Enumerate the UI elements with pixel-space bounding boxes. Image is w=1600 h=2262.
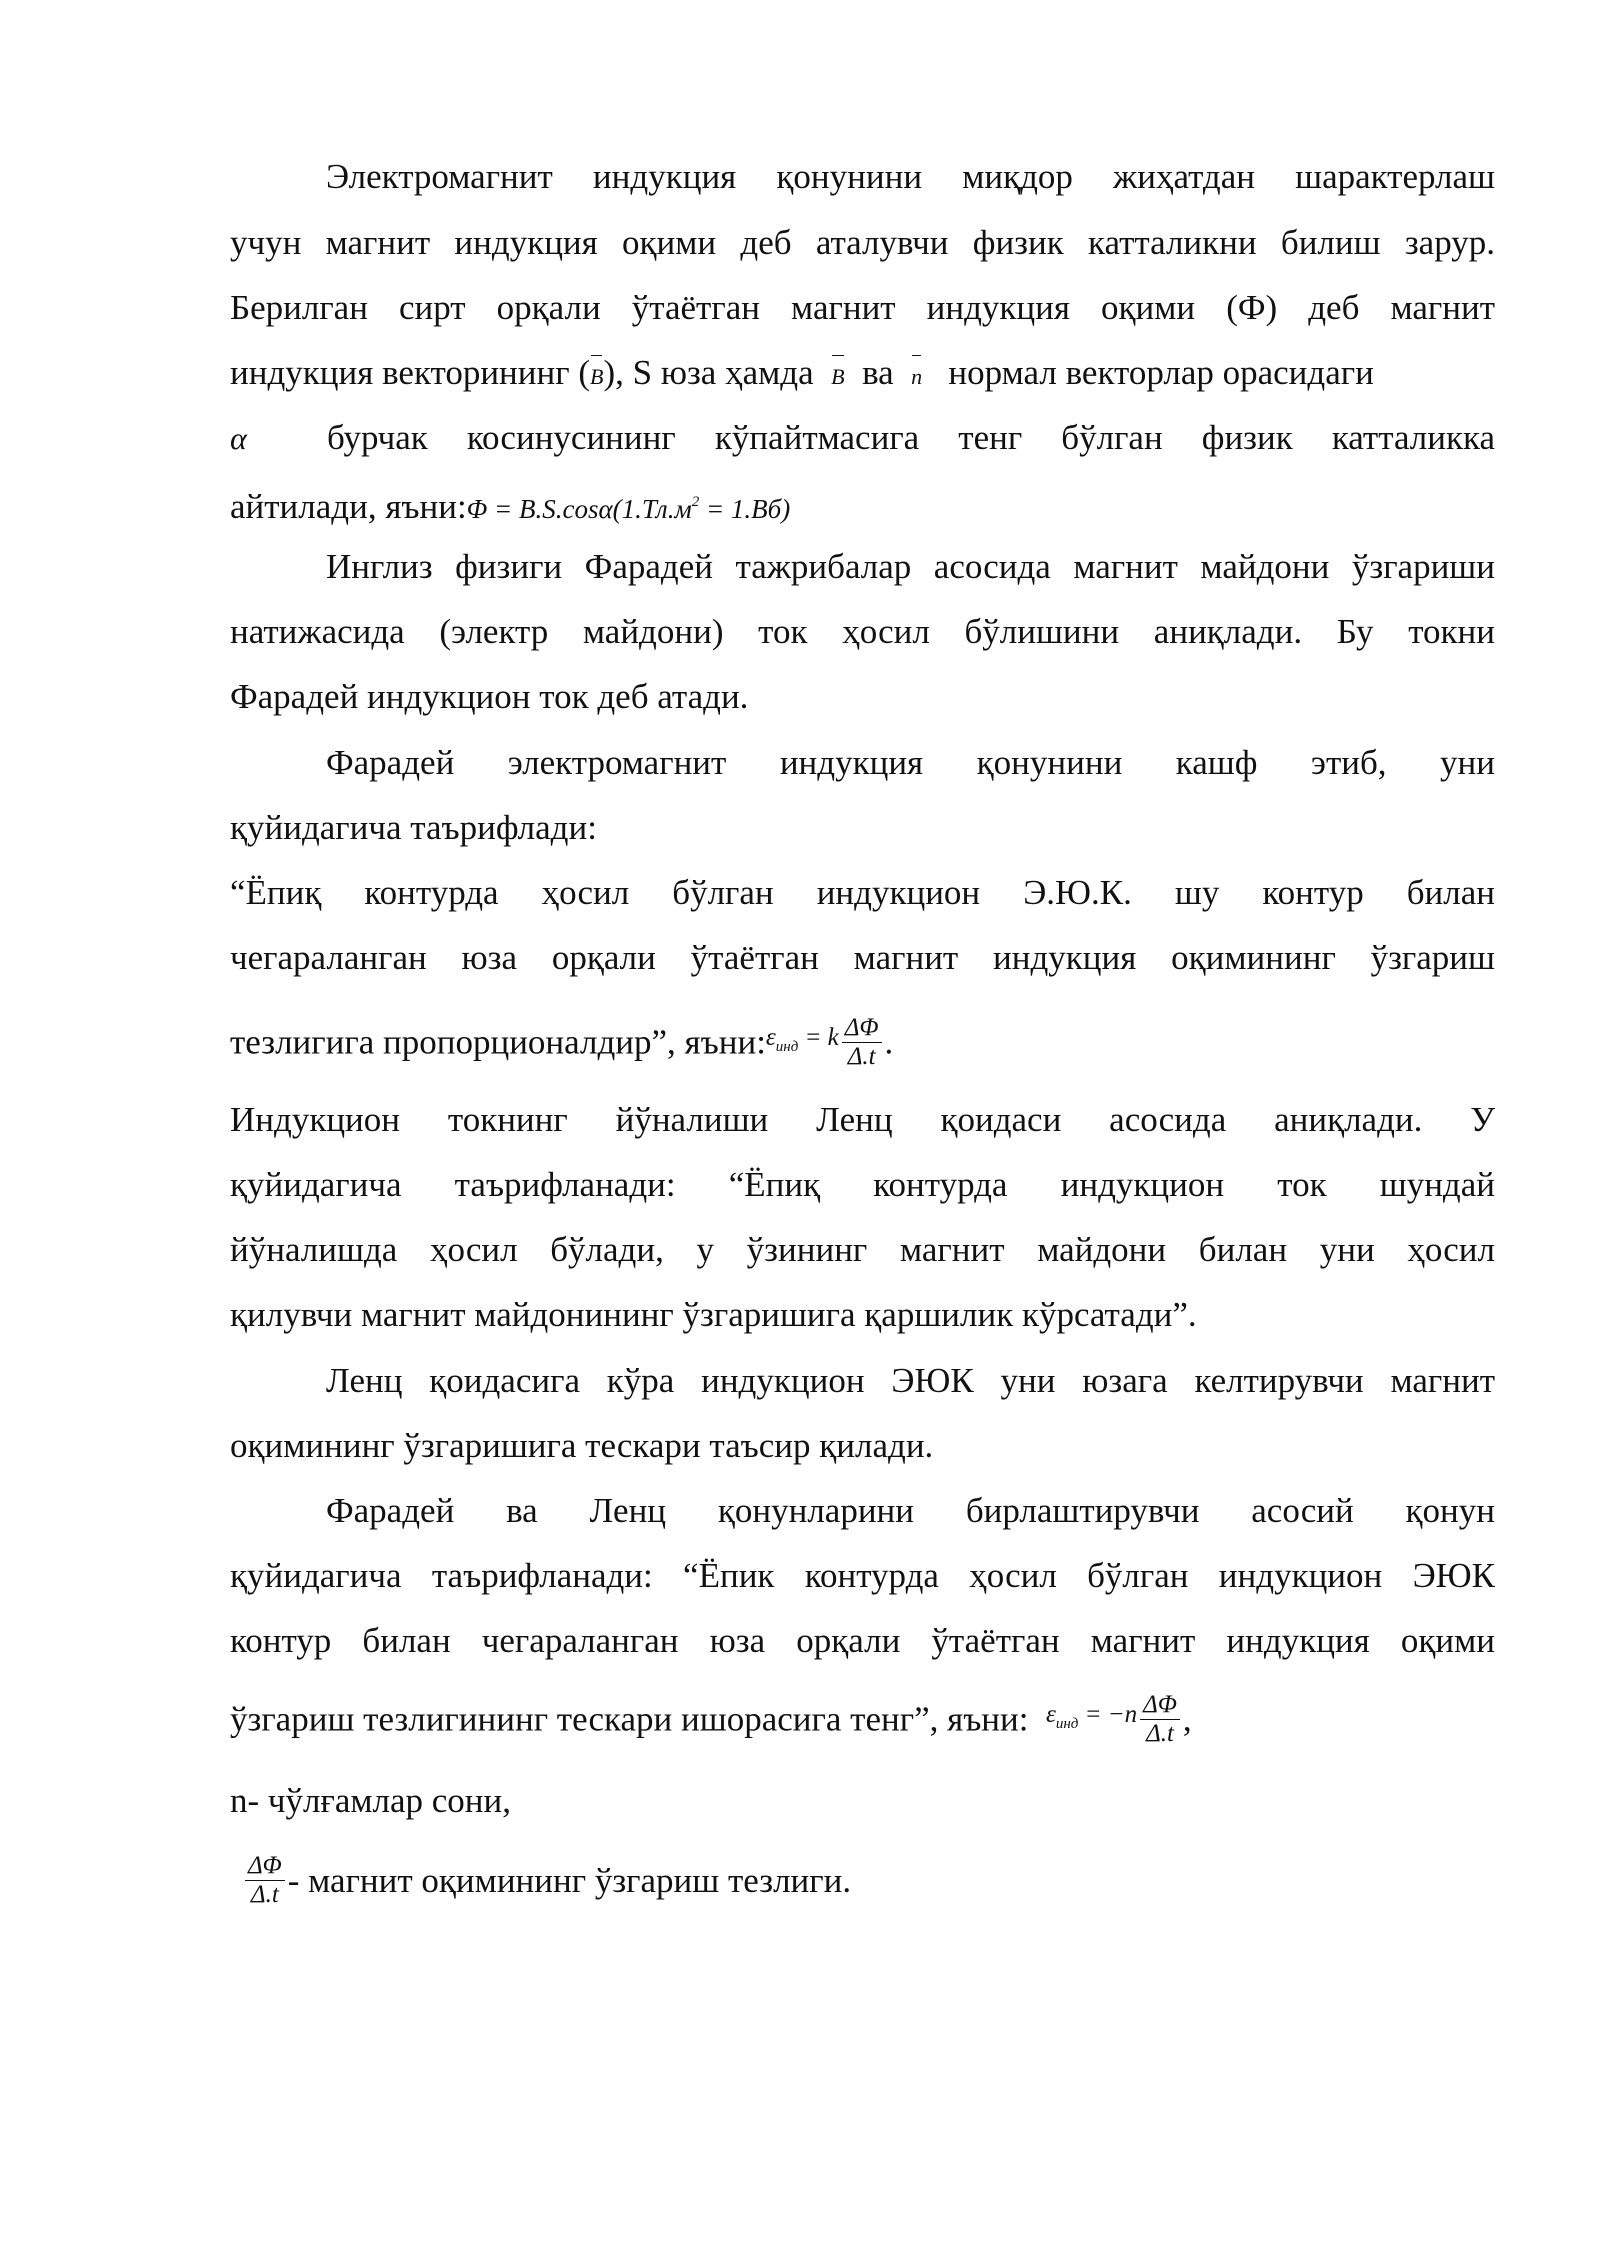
p1-line-5 [230,416,1495,460]
p3-line-3: “Ёпиқ контурда ҳосил бўлган индукцион Э.Ю.К. шу контур билан [230,873,1495,912]
comma: , [1182,1699,1192,1739]
flux-formula-main: Φ = B.S.cosα(1.Тл.м [466,494,692,524]
period: . [884,1022,894,1062]
p3-line-1: Фарадей электромагнит индукция қонунини кашф этиб, уни [326,743,1495,782]
p8-text: - магнит оқимининг ўзгариш тезлиги. [287,1860,852,1900]
p2-line-3: Фарадей индукцион ток деб атади. [230,677,749,716]
p6-line-4-text: ўзгариш тезлигининг тескари ишорасига тенг”, яъни: [230,1699,1029,1739]
emf-subscript-2: инд [1055,1716,1079,1732]
p1-line-4-c: ва [862,353,894,392]
alpha-symbol: α [230,420,247,456]
fraction-numerator-3: ΔΦ [245,1852,285,1881]
vector-b-2: B [831,355,844,399]
p2-line-2: натижасида (электр майдони) ток ҳосил бўлишини аниқлади. Бу токни [230,612,1495,651]
equals-minus-n: = −n [1084,1701,1138,1728]
p1-line-5-text: бурчак косинусининг кўпайтмасига тенг бўлган физик катталикка [327,418,1495,457]
p6-line-4 [230,1685,1495,1754]
emf-symbol [765,1024,839,1055]
p6-line-1: Фарадей ва Ленц қонунларини бирлаштирувчи асосий қонун [326,1491,1495,1530]
flux-formula-end: = 1.Вб) [699,494,791,524]
p1-line-6-text: айтилади, яъни: [230,487,467,526]
fraction-denominator-2: Δ.t [1146,1720,1174,1747]
p8-line-1 [242,1848,1507,1911]
p3-line-2: қуйидагича таърифлади: [230,808,597,847]
p6-line-2: қуйидагича таърифланади: “Ёпик контурда ҳосил бўлган индукцион ЭЮК [230,1556,1495,1595]
p4-line-2: қуйидагича таърифланади: “Ёпиқ контурда индукцион ток шундай [230,1165,1495,1204]
fraction-numerator-2: ΔΦ [1140,1691,1180,1720]
flux-formula-sup: 2 [691,494,700,510]
equals-k: = k [804,1024,839,1051]
p1-line-3: Берилган сирт орқали ўтаётган магнит индукция оқими (Ф) деб магнит [230,288,1495,327]
emf-subscript: инд [775,1039,799,1055]
flux-formula [467,494,791,524]
flux-rate-fraction [842,1014,882,1071]
p2-line-1: Инглиз физиги Фарадей тажрибалар асосида магнит майдони ўзгариши [326,547,1495,586]
fraction-numerator: ΔΦ [842,1014,882,1043]
p1-line-2: учун магнит индукция оқими деб аталувчи физик катталикни билиш зарур. [230,223,1495,262]
fraction-denominator: Δ.t [847,1043,876,1070]
emf-symbol-2 [1046,1701,1138,1732]
p3-line-5 [230,1008,1495,1077]
vector-n: n [911,355,922,399]
p5-line-2: оқимининг ўзгаришига тескари таъсир қилади. [230,1426,934,1465]
p5-line-1: Ленц қоидасига кўра индукцион ЭЮК уни юзага келтирувчи магнит [326,1361,1495,1400]
vector-b: B [590,355,603,399]
p3-line-5-text: тезлигига пропорционалдир”, яъни: [230,1022,766,1062]
flux-rate-fraction-3 [245,1852,285,1909]
p4-line-1: Индукцион токнинг йўналиши Ленц қоидаси асосида аниқлади. У [230,1100,1495,1139]
fraction-denominator-3: Δ.t [250,1881,279,1909]
p6-line-3: контур билан чегараланган юза орқали ўтаётган магнит индукция оқими [230,1621,1495,1660]
p1-line-1: Электромагнит индукция қонунини миқдор жиҳатдан шарактерлаш [326,157,1495,196]
p1-line-4-b: ), S юза ҳамда [603,353,814,392]
epsilon: ε [765,1024,776,1051]
p1-line-4-a: индукция векторининг ( [230,353,590,392]
p1-line-6 [230,480,1495,531]
p7-line-1: n- чўлғамлар сони, [230,1781,512,1820]
p3-line-4: чегараланган юза орқали ўтаётган магнит индукция оқимининг ўзгариш [230,938,1495,977]
p4-line-4: қилувчи магнит майдонининг ўзгаришига қаршилик кўрсатади”. [230,1295,1197,1334]
p1-line-4-d: нормал векторлар орасидаги [948,353,1374,392]
p4-line-3: йўналишда ҳосил бўлади, у ўзининг магнит майдони билан уни ҳосил [230,1230,1495,1269]
flux-rate-fraction-2 [1140,1691,1180,1748]
epsilon-2: ε [1046,1701,1056,1728]
p1-line-4 [230,351,1495,399]
